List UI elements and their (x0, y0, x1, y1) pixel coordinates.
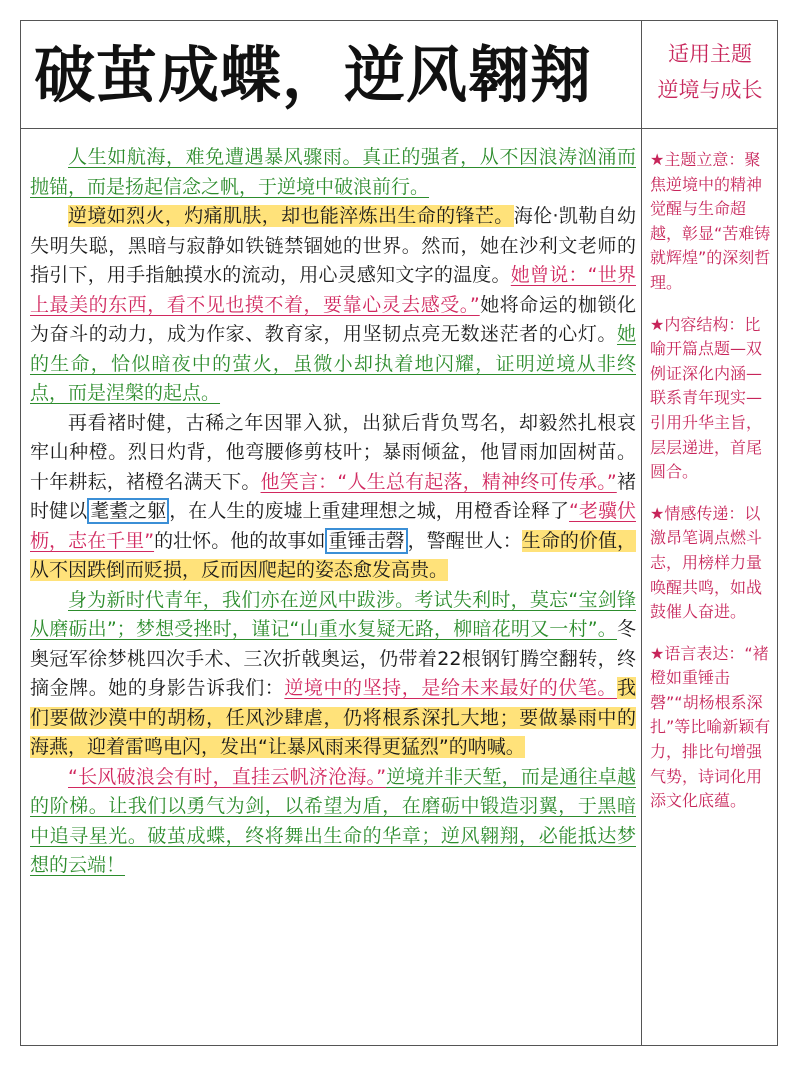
boxed-term: 耄耋之躯 (87, 498, 169, 524)
paragraph-3 (30, 409, 636, 586)
annotation-sidebar (650, 148, 774, 831)
text-run: 她将命运的枷锁化为奋斗的动力，成为作家、教育家，用坚韧点亮无数迷茫者的心灯。 (30, 293, 636, 345)
paragraph-4 (30, 586, 636, 763)
header-divider (20, 128, 778, 129)
highlighted-sentence: 我们要做沙漠中的胡杨，任风沙肆虐，仍将根系深扎大地；要做暴雨中的海燕，迎着雷鸣电闪，发出“让暴风雨来得更猛烈”的呐喊。 (30, 677, 636, 758)
paragraph-1 (30, 143, 636, 202)
annotation-emotion: ★情感传递：以激昂笔调点燃斗志，用榜样力量唤醒共鸣，如战鼓催人奋进。 (650, 503, 763, 622)
text-run: 褚时健以 (30, 470, 636, 522)
annotation-language: ★语言表达：“褚橙如重锤击磬”“胡杨根系深扎”等比喻新颖有力，排比句增强气势，诗词化用添文化底蕴。 (650, 643, 771, 811)
annotation-structure: ★内容结构：比喻开篇点题—双例证深化内涵—联系青年现实—引用升华主旨，层层递进，首尾圆合。 (650, 314, 763, 482)
highlighted-sentence: 逆境如烈火，灼痛肌肤，却也能淬炼出生命的锋芒。 (68, 205, 514, 227)
quote-underline: 逆境中的坚持，是给未来最好的伏笔。 (284, 677, 617, 699)
quote-underline: “长风破浪会有时，直挂云帆济沧海。” (68, 765, 387, 788)
paragraph-5 (30, 763, 636, 881)
annotation-theme: ★主题立意：聚焦逆境中的精神觉醒与生命超越，彰显“苦难铸就辉煌”的深刻哲理。 (650, 150, 771, 292)
text-run: 再看褚时健，古稀之年因罪入狱，出狱后背负骂名，却毅然扎根哀牢山种橙。烈日灼背，他弯腰修剪枝叶；暴雨倾盆，他冒雨加固树苗。十年耕耘，褚橙名满天下。 (30, 411, 636, 493)
quote-underline: 她曾说：“世界上最美的东西，看不见也摸不着，要靠心灵去感受。” (30, 264, 636, 316)
green-sentence: 身为新时代青年，我们亦在逆风中跋涉。考试失利时，莫忘“宝剑锋从磨砺出”；梦想受挫时，谨记“山重水复疑无路，柳暗花明又一村”。 (30, 588, 636, 640)
paragraph-2 (30, 202, 636, 409)
green-sentence: 她的生命，恰似暗夜中的萤火，虽微小却执着地闪耀，证明逆境从非终点，而是涅槃的起点。 (30, 323, 636, 404)
text-run: ，在人生的废墟上重建理想之城，用橙香诠释了 (169, 500, 570, 522)
text-run: 海伦·凯勒自幼失明失聪，黑暗与寂静如铁链禁锢她的世界。然而，她在沙利文老师的指引下，用手指触摸水的流动，用心灵感知文字的温度。 (30, 205, 636, 286)
page-title: 破茧成蝶，逆风翱翔 (34, 40, 593, 111)
theme-label: 适用主题 (668, 42, 752, 66)
text-run: 的壮怀。他的故事如 (154, 529, 326, 552)
theme-value: 逆境与成长 (657, 78, 763, 102)
essay-body (30, 143, 636, 881)
quote-underline: “老骥伏枥，志在千里” (30, 500, 636, 552)
theme-box (642, 36, 778, 108)
text-run: 冬奥冠军徐梦桃四次手术、三次折戟奥运，仍带着22根钢钉腾空翻转，终摘金牌。她的身影告诉我们： (30, 618, 636, 699)
green-sentence: 逆境并非天堑，而是通往卓越的阶梯。让我们以勇气为剑，以希望为盾，在磨砺中锻造羽翼，于黑暗中追寻星光。破茧成蝶，终将舞出生命的华章；逆风翱翔，必能抵达梦想的云端！ (30, 765, 636, 876)
column-divider (641, 20, 642, 1046)
text-run: ，警醒世人： (407, 529, 522, 552)
quote-underline: 他笑言：“人生总有起落，精神终可传承。” (260, 470, 617, 493)
highlighted-sentence: 生命的价值，从不因跌倒而贬损，反而因爬起的姿态愈发高贵。 (30, 529, 636, 581)
boxed-term: 重锤击磬 (325, 528, 407, 554)
green-sentence: 人生如航海，难免遭遇暴风骤雨。真正的强者，从不因浪涛汹涌而抛锚，而是扬起信念之帆，于逆境中破浪前行。 (30, 146, 636, 198)
